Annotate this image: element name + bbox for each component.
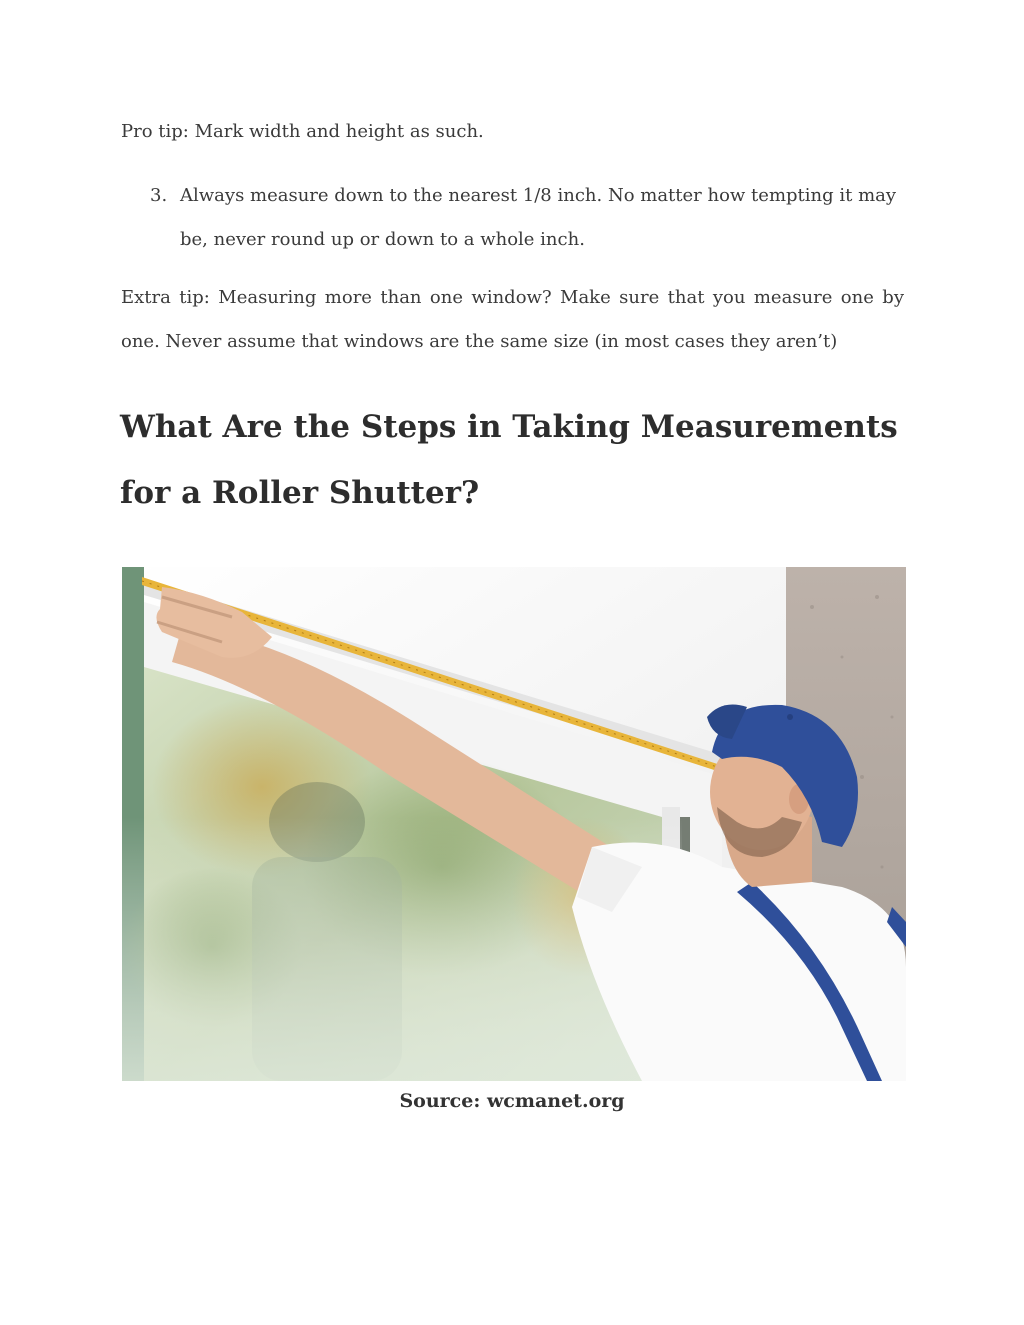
list-number: 3. [150, 185, 168, 206]
worker-measuring-window-photo [122, 567, 906, 1081]
extra-tip-text: Extra tip: Measuring more than one window? Make sure that you measure one by one. Never assume that windows are the same size (in most cases they aren’t) [121, 287, 904, 352]
list-item [150, 174, 905, 262]
image-caption: Source: wcmanet.org [399, 1090, 625, 1112]
section-heading: What Are the Steps in Taking Measurements for a Roller Shutter? [120, 409, 898, 511]
list-item-text: Always measure down to the nearest 1/8 inch. No matter how tempting it may be, never round up or down to a whole inch. [180, 185, 897, 250]
pro-tip-text: Pro tip: Mark width and height as such. [121, 121, 484, 142]
